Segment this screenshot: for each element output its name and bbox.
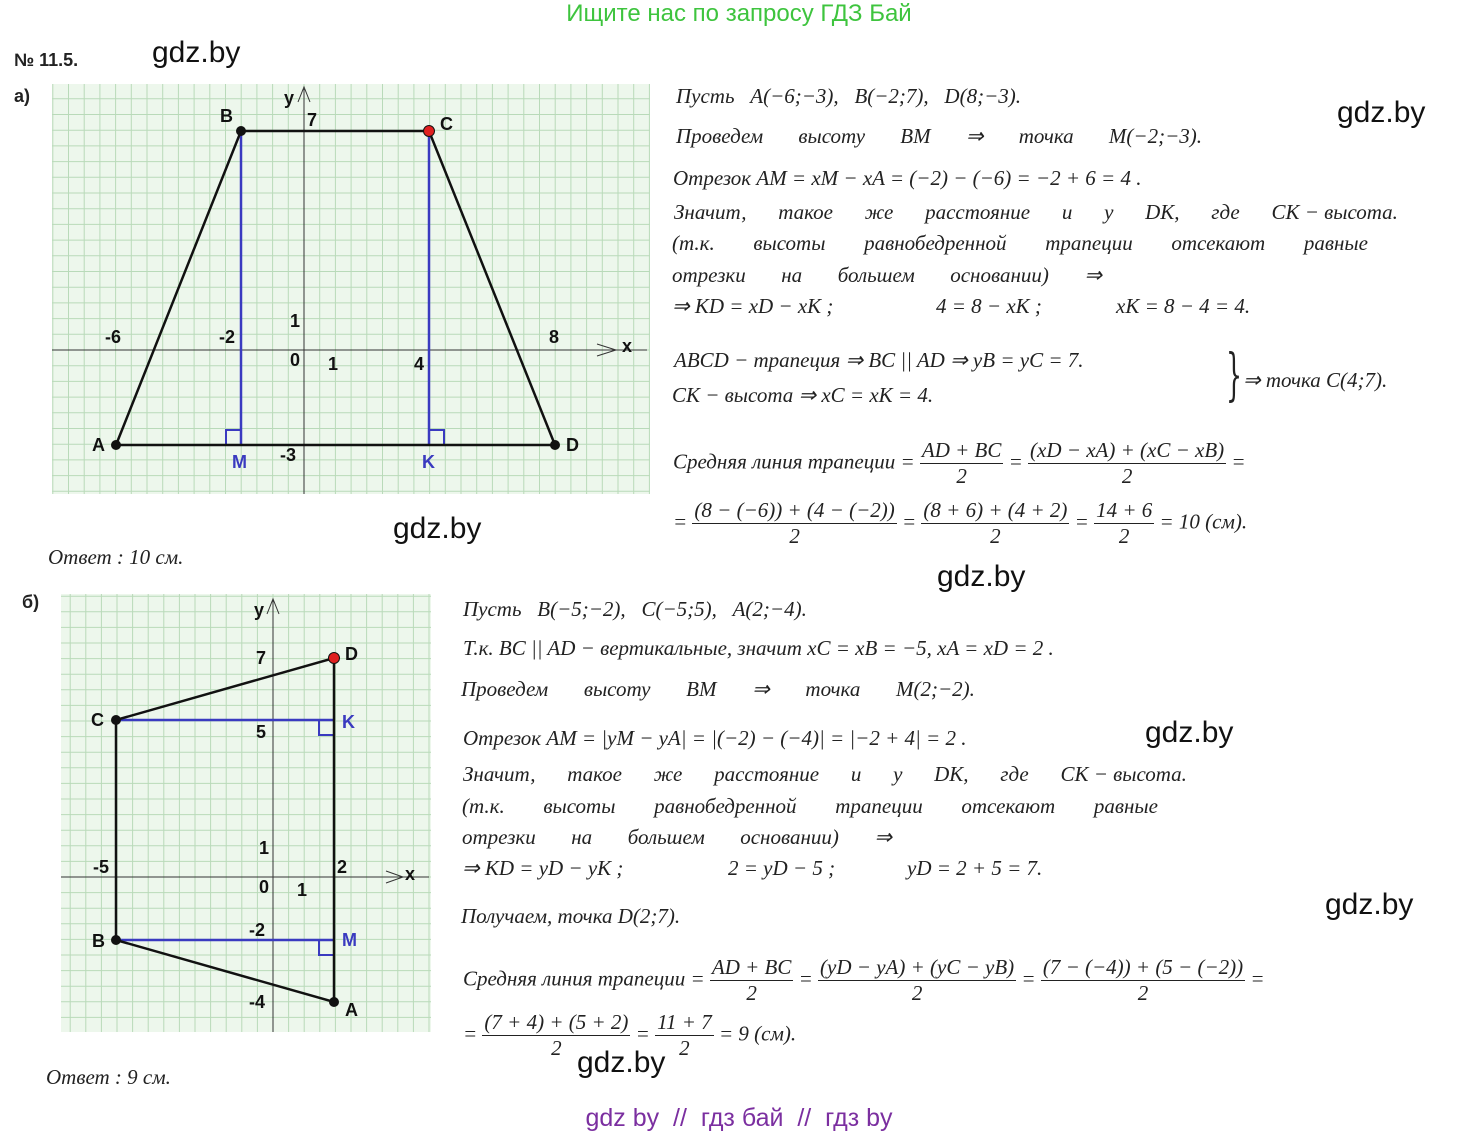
point-label-a: A — [92, 435, 105, 455]
brace: } — [1226, 343, 1243, 408]
watermark: gdz.by — [393, 512, 482, 545]
sol-b-midline: Средняя линия трапеции = $\frac{AD + BC}{2}$ = $\frac{(yD - yA) + (yC - yB)}{2}$ = $\frac{(7 - (-4)) + (5 - (-2))}{2}$ = — [463, 955, 1265, 1005]
point-c — [424, 126, 435, 137]
origin-label: 0 — [290, 350, 301, 370]
point-label-m: M — [232, 452, 247, 472]
tick-label: 1 — [297, 880, 308, 900]
tick-label: -4 — [249, 992, 266, 1012]
sol-a-line10: ⇒ точка C(4;7). — [1243, 368, 1388, 392]
axis-y-label: y — [284, 88, 295, 108]
sol-a-line2: Проведем высоту BM ⇒ точка M(−2;−3). — [676, 124, 1202, 148]
sol-a-midline2: = $\frac{(8 - (-6)) + (4 - (-2))}{2}$ = $\frac{(8 + 6) + (4 + 2)}{2}$ = $\frac{14 + 6}{2}$ = 10 (см). — [673, 498, 1248, 548]
point-label-c: C — [91, 710, 104, 730]
graph-a — [52, 84, 652, 496]
footer-link[interactable]: gdz by — [585, 1104, 660, 1132]
axis-x-label: x — [622, 336, 633, 356]
sol-a-line7a: ⇒ KD = xD − xK ; — [672, 294, 834, 318]
search-banner: Ищите нас по запросу ГДЗ Бай — [566, 0, 912, 27]
sol-b-line2: Т.к. BC || AD − вертикальные, значит xC = xB = −5, xA = xD = 2 . — [463, 636, 1054, 660]
sol-a-line8: ABCD − трапеция ⇒ BC || AD ⇒ yB = yC = 7. — [674, 348, 1084, 372]
tick-label: 1 — [328, 354, 339, 374]
tick-label: -3 — [280, 445, 297, 465]
sol-b-line8b: 2 = yD − 5 ; — [728, 856, 836, 880]
watermark: gdz.by — [937, 560, 1026, 593]
point-label-k: K — [422, 452, 435, 472]
sol-a-line7b: 4 = 8 − xK ; — [936, 294, 1042, 318]
sol-a-midline: Средняя линия трапеции = $\frac{AD + BC}{2}$ = $\frac{(xD - xA) + (xC - xB)}{2}$ = — [673, 438, 1246, 488]
tick-label: 5 — [256, 722, 267, 742]
tick-label: 7 — [307, 110, 318, 130]
point-c — [111, 715, 121, 725]
tick-label: -2 — [249, 920, 266, 940]
tick-label: 2 — [337, 857, 348, 877]
sol-a-line9: CK − высота ⇒ xC = xK = 4. — [672, 383, 934, 407]
point-label-d: D — [345, 644, 358, 664]
task-number: № 11.5. — [14, 50, 79, 70]
point-b — [111, 935, 121, 945]
footer-link[interactable]: гдз by — [825, 1104, 893, 1132]
tick-label: 1 — [290, 311, 301, 331]
point-d — [329, 653, 340, 664]
sol-b-line8a: ⇒ KD = yD − yK ; — [462, 856, 624, 880]
sol-b-line8c: yD = 2 + 5 = 7. — [907, 856, 1043, 880]
point-d — [550, 440, 560, 450]
sol-b-line1: Пусть B(−5;−2), C(−5;5), A(2;−4). — [463, 597, 807, 621]
sol-a-line4: Значит, такое же расстояние и у DK, где CK − высота. — [674, 200, 1398, 224]
watermark: gdz.by — [1337, 96, 1426, 129]
origin-label: 0 — [259, 877, 270, 897]
point-a — [111, 440, 121, 450]
point-label-m: M — [342, 930, 357, 950]
point-label-k: K — [342, 712, 355, 732]
footer-links — [0, 1104, 1478, 1133]
point-label-b: B — [92, 931, 105, 951]
part-a-label: а) — [14, 86, 31, 106]
point-label-b: B — [220, 106, 233, 126]
sol-b-line3: Проведем высоту BM ⇒ точка M(2;−2). — [461, 677, 975, 701]
sol-a-line1: Пусть A(−6;−3), B(−2;7), D(8;−3). — [676, 84, 1021, 108]
tick-label: 1 — [259, 838, 270, 858]
point-label-a: A — [345, 1000, 358, 1020]
watermark: gdz.by — [152, 36, 241, 69]
graph-b — [61, 594, 433, 1034]
footer-link[interactable]: гдз бай — [700, 1104, 784, 1132]
sol-b-midline2: = $\frac{(7 + 4) + (5 + 2)}{2}$ = $\frac{11 + 7}{2}$ = 9 (см). — [463, 1010, 797, 1060]
tick-label: -6 — [105, 327, 122, 347]
point-label-c: C — [440, 114, 453, 134]
tick-label: 8 — [549, 327, 560, 347]
tick-label: -2 — [219, 327, 236, 347]
watermark: gdz.by — [577, 1046, 666, 1079]
tick-label: -5 — [93, 857, 110, 877]
sol-a-line3: Отрезок AM = xM − xA = (−2) − (−6) = −2 + 6 = 4 . — [673, 166, 1142, 190]
point-b — [236, 126, 246, 136]
part-b-label: б) — [22, 592, 40, 612]
footer-separator: // — [673, 1104, 687, 1132]
sol-b-line9: Получаем, точка D(2;7). — [461, 904, 681, 928]
sol-b-line5: Значит, такое же расстояние и у DK, где CK − высота. — [463, 762, 1187, 786]
tick-label: 4 — [414, 354, 425, 374]
tick-label: 7 — [256, 648, 267, 668]
sol-b-line7: отрезки на большем основании) ⇒ — [462, 825, 892, 849]
sol-b-line6: (т.к. высоты равнобедренной трапеции отсекают равные — [462, 794, 1158, 818]
sol-a-line7c: xK = 8 − 4 = 4. — [1116, 294, 1251, 318]
axis-y-label: y — [254, 600, 265, 620]
sol-a-line5: (т.к. высоты равнобедренной трапеции отсекают равные — [672, 231, 1368, 255]
footer-separator: // — [797, 1104, 812, 1132]
sol-b-line4: Отрезок AM = |yM − yA| = |(−2) − (−4)| = |−2 + 4| = 2 . — [463, 726, 967, 750]
axis-x-label: x — [405, 864, 416, 884]
answer-a: Ответ : 10 см. — [48, 545, 184, 569]
point-label-d: D — [566, 435, 579, 455]
watermark: gdz.by — [1325, 888, 1414, 921]
sol-a-line6: отрезки на большем основании) ⇒ — [672, 263, 1102, 287]
watermark: gdz.by — [1145, 716, 1234, 749]
answer-b: Ответ : 9 см. — [46, 1065, 171, 1089]
point-a — [329, 997, 339, 1007]
